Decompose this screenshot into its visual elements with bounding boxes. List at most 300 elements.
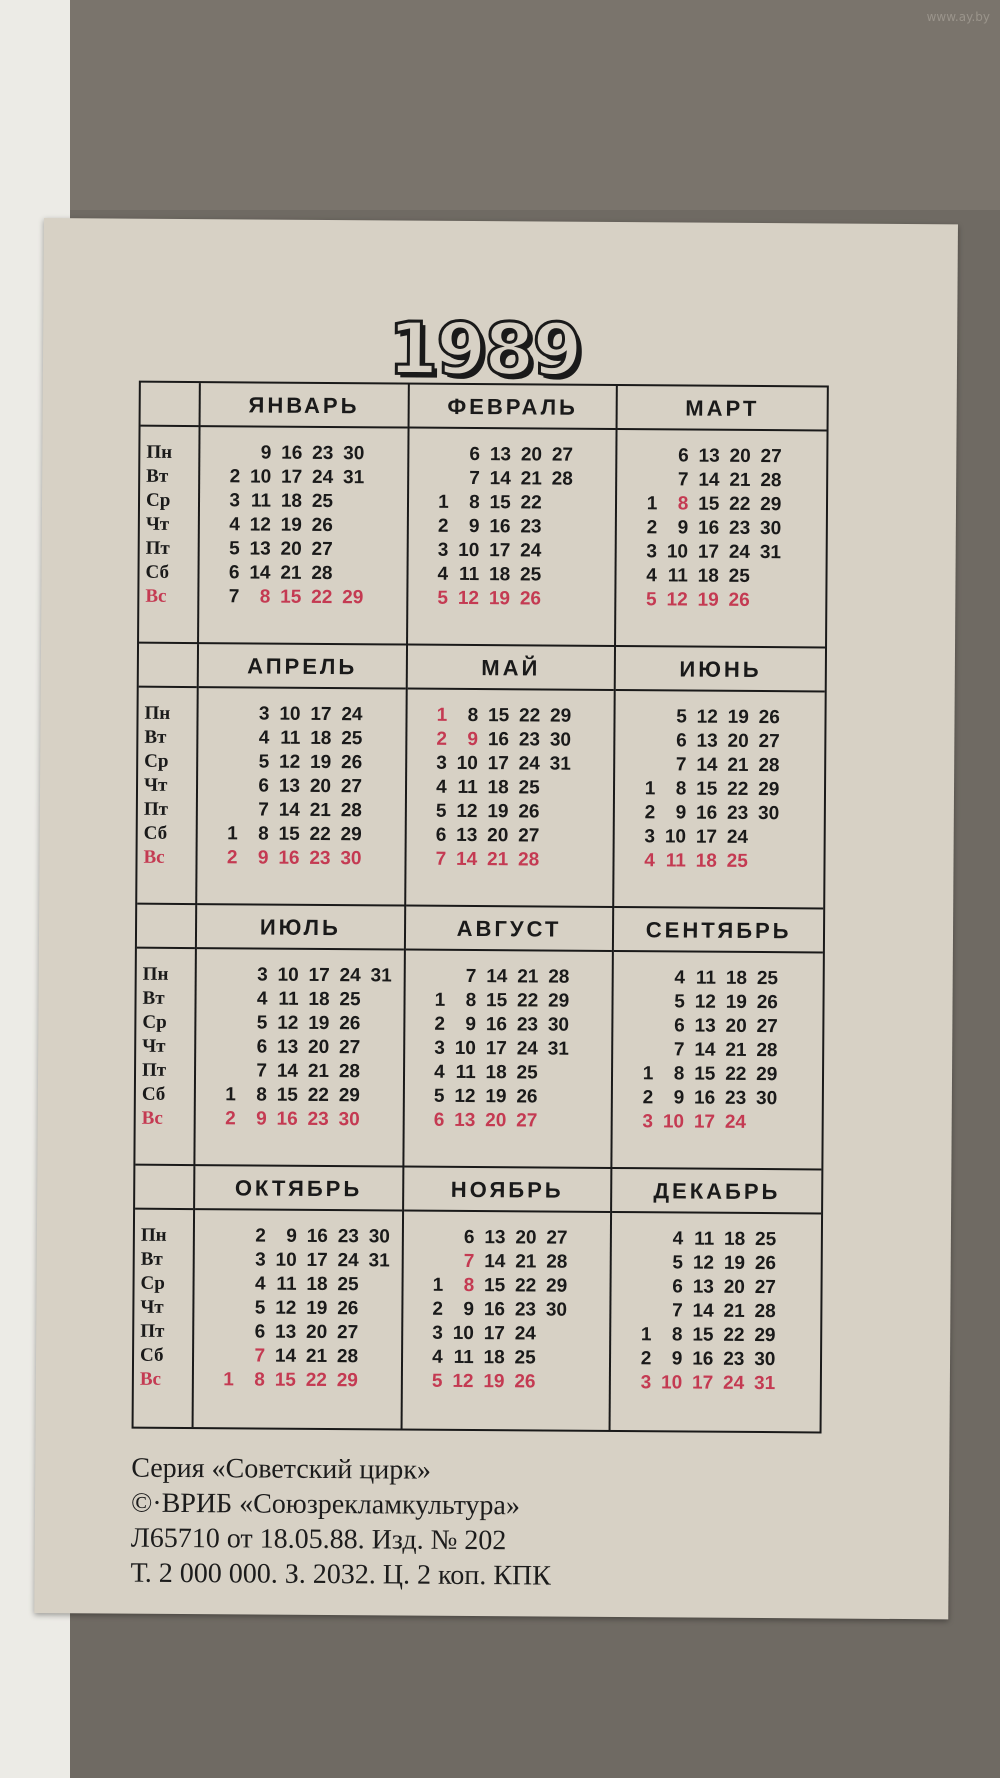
weekday-row	[207, 1224, 402, 1249]
day-number: 3	[258, 703, 270, 725]
empty-day	[543, 776, 571, 800]
day-number: 21	[727, 754, 749, 776]
day-number: 22	[311, 586, 333, 609]
day-number: 31	[759, 542, 782, 564]
day-number: 13	[278, 775, 301, 797]
watermark: www.ay.by	[926, 10, 990, 24]
empty-day	[363, 1084, 391, 1108]
month-block	[402, 1168, 612, 1430]
month-block	[611, 1169, 821, 1431]
weekday-label: Сб	[145, 561, 170, 583]
day-number: 8	[671, 1324, 683, 1346]
weekday-label: Вс	[139, 1368, 162, 1390]
day-number: 22	[520, 492, 542, 514]
day-number: 19	[487, 801, 509, 823]
weekday-label: Ср	[144, 750, 169, 772]
day-number: 26	[337, 1298, 359, 1320]
day-number: 11	[459, 563, 480, 586]
day-number: 27	[546, 1227, 568, 1249]
day-number: 25	[337, 1274, 359, 1296]
day-number: 8	[256, 1084, 267, 1106]
day-number: 9	[463, 1298, 475, 1321]
empty-day	[361, 1297, 389, 1321]
day-number: 8	[469, 491, 480, 514]
day-number: 21	[515, 1251, 537, 1273]
weekday-row	[624, 1227, 821, 1252]
empty-day	[363, 1060, 391, 1084]
day-number: 24	[311, 466, 334, 489]
day-number: 10	[662, 1111, 685, 1133]
day-number: 9	[465, 1013, 477, 1036]
day-number: 22	[514, 1275, 537, 1297]
weekday-row	[418, 824, 613, 849]
day-number: 19	[280, 514, 302, 536]
day-number: 29	[547, 990, 570, 1012]
empty-day	[628, 729, 656, 753]
weekday-row	[414, 1370, 609, 1395]
weekday-row	[625, 1038, 822, 1063]
day-number: 11	[695, 967, 717, 989]
weekday-row	[206, 1296, 401, 1321]
day-number: 25	[311, 490, 334, 513]
day-number: 23	[516, 1014, 539, 1036]
day-number: 2	[646, 517, 658, 539]
day-number: 4	[672, 1228, 684, 1250]
day-number: 31	[368, 1250, 390, 1272]
day-number: 2	[644, 802, 656, 824]
empty-day	[415, 1250, 443, 1274]
day-number: 17	[693, 1111, 716, 1133]
day-number: 30	[368, 1226, 390, 1248]
month-block	[616, 386, 826, 648]
day-number: 19	[483, 1371, 505, 1393]
weekday-row	[421, 491, 616, 516]
empty-day	[207, 1224, 235, 1248]
day-number: 18	[487, 777, 509, 799]
day-number: 12	[275, 1297, 297, 1319]
day-number: 5	[435, 800, 447, 822]
day-number: 4	[432, 1346, 443, 1368]
weekday-row	[629, 492, 826, 517]
day-number: 3	[432, 1322, 443, 1344]
empty-day	[542, 800, 570, 824]
weekday-row	[627, 753, 824, 778]
day-number: 25	[726, 850, 748, 872]
day-number: 10	[664, 826, 687, 848]
day-number: 17	[691, 1372, 714, 1394]
weekday-label: Пт	[143, 798, 169, 820]
day-number: 3	[229, 490, 241, 512]
day-number: 5	[258, 751, 270, 773]
day-number: 12	[666, 589, 688, 611]
day-number: 16	[489, 516, 511, 538]
day-number: 10	[279, 703, 301, 725]
day-number: 22	[729, 493, 751, 515]
day-number: 14	[276, 1060, 299, 1082]
day-number: 4	[434, 1061, 445, 1083]
weekday-label: Вт	[142, 987, 165, 1009]
day-number: 23	[724, 1087, 747, 1109]
day-number: 1	[640, 1324, 652, 1346]
weekday-row	[212, 441, 407, 466]
weekday-labels	[135, 905, 197, 1166]
day-number: 29	[338, 1085, 360, 1107]
day-number: 13	[692, 1276, 714, 1298]
day-number: 17	[483, 1323, 505, 1345]
day-number: 6	[228, 562, 240, 584]
weekday-row	[210, 702, 405, 727]
weekday-row	[630, 444, 827, 469]
weekday-row	[627, 825, 824, 850]
day-number: 24	[341, 704, 363, 726]
empty-day	[210, 774, 238, 798]
empty-day	[626, 990, 654, 1014]
month-name: МАЙ	[407, 646, 614, 691]
day-number: 1	[646, 493, 658, 515]
weekday-row	[206, 1344, 401, 1369]
day-number: 25	[341, 728, 363, 750]
empty-day	[207, 1248, 235, 1272]
day-number: 16	[281, 442, 303, 464]
day-number: 22	[309, 823, 331, 846]
month-name: ИЮЛЬ	[197, 905, 404, 950]
day-number: 16	[485, 1014, 508, 1036]
day-number: 14	[486, 966, 508, 988]
day-number: 25	[516, 1062, 538, 1084]
weekday-row	[418, 848, 613, 873]
day-number: 11	[457, 776, 478, 799]
day-number: 14	[278, 799, 300, 821]
day-number: 7	[256, 1060, 268, 1082]
day-number: 27	[311, 538, 333, 561]
weekday-label: Вс	[143, 846, 165, 868]
day-number: 15	[280, 586, 302, 608]
day-number: 23	[518, 729, 541, 751]
day-number: 26	[516, 1086, 538, 1108]
weekday-row	[418, 800, 613, 825]
day-number: 21	[280, 562, 302, 584]
empty-day	[210, 726, 238, 750]
header-blank	[139, 644, 197, 688]
day-number: 21	[723, 1300, 745, 1322]
day-number: 24	[514, 1323, 536, 1345]
weekday-row	[417, 965, 612, 990]
day-number: 30	[757, 802, 780, 825]
day-number: 29	[758, 779, 780, 801]
day-number: 19	[308, 1012, 330, 1035]
weekday-row	[420, 587, 615, 612]
day-number: 29	[549, 705, 572, 727]
weekday-row	[208, 1011, 403, 1036]
day-number: 13	[277, 1036, 299, 1058]
day-number: 20	[520, 444, 543, 466]
empty-day	[753, 565, 781, 589]
day-number: 27	[760, 446, 782, 468]
weekday-row	[210, 798, 405, 823]
day-number: 21	[309, 799, 331, 822]
day-number: 12	[457, 587, 480, 610]
empty-day	[208, 987, 236, 1011]
empty-day	[624, 1251, 652, 1275]
day-number: 16	[278, 847, 300, 869]
weekday-row	[417, 1037, 612, 1062]
day-number: 11	[694, 1228, 715, 1250]
weekday-row	[421, 443, 616, 468]
day-number: 24	[724, 1111, 747, 1133]
weekday-row	[210, 822, 405, 847]
day-number: 10	[452, 1322, 474, 1345]
day-number: 21	[725, 1039, 747, 1061]
weekday-row	[417, 989, 612, 1014]
day-number: 26	[514, 1371, 536, 1393]
empty-day	[544, 516, 572, 540]
weekday-label: Чт	[145, 513, 170, 535]
day-number: 2	[437, 515, 449, 537]
day-number: 27	[337, 1322, 359, 1344]
empty-day	[361, 1321, 389, 1345]
month-name: МАРТ	[618, 386, 827, 431]
day-number: 3	[437, 539, 449, 561]
day-number: 11	[453, 1346, 474, 1369]
empty-day	[540, 1085, 568, 1109]
weekday-row	[419, 728, 614, 753]
empty-day	[361, 1273, 389, 1297]
day-number: 28	[760, 470, 782, 492]
day-number: 7	[469, 467, 480, 490]
day-number: 29	[340, 824, 362, 846]
weekday-row	[211, 561, 406, 586]
day-number: 2	[434, 1013, 446, 1035]
imprint-series: Серия «Советский цирк»	[131, 1452, 432, 1486]
day-number: 10	[660, 1372, 683, 1394]
weekday-row	[628, 729, 825, 754]
day-number: 20	[309, 775, 332, 798]
day-number: 15	[698, 493, 720, 515]
weekday-row	[626, 1014, 823, 1039]
month-block	[199, 383, 409, 645]
day-number: 5	[256, 1012, 268, 1034]
day-number: 15	[696, 778, 718, 800]
weekday-label: Пт	[145, 537, 170, 559]
weekday-row	[627, 849, 824, 874]
weekday-row	[415, 1274, 610, 1299]
header-blank	[137, 905, 195, 949]
weekday-label: Пт	[141, 1059, 167, 1081]
day-number: 22	[723, 1324, 745, 1346]
empty-day	[208, 1011, 236, 1035]
day-number: 8	[677, 493, 689, 515]
weekday-row	[417, 1013, 612, 1038]
day-number: 20	[280, 538, 302, 560]
day-number: 7	[673, 1039, 685, 1061]
empty-day	[417, 965, 445, 989]
month-name: АВГУСТ	[406, 907, 613, 952]
day-number: 29	[756, 1063, 778, 1086]
day-number: 10	[277, 964, 299, 986]
day-number: 28	[546, 1251, 568, 1273]
empty-day	[210, 798, 238, 822]
day-number: 28	[340, 800, 362, 822]
month-block	[195, 905, 405, 1167]
day-number: 4	[674, 967, 686, 989]
day-number: 20	[515, 1227, 537, 1249]
day-number: 21	[520, 468, 542, 490]
day-number: 8	[673, 1063, 685, 1085]
day-number: 2	[255, 1225, 266, 1247]
day-number: 30	[340, 848, 362, 870]
weekday-row	[419, 752, 614, 777]
day-number: 9	[675, 802, 687, 824]
day-number: 28	[338, 1061, 361, 1083]
day-number: 16	[693, 1087, 716, 1109]
day-number: 19	[725, 991, 747, 1013]
day-number: 19	[723, 1252, 746, 1274]
empty-day	[206, 1320, 234, 1344]
weekday-label: Ср	[142, 1011, 167, 1033]
weekday-row	[416, 1085, 611, 1110]
weekday-label: Сб	[141, 1083, 166, 1105]
month-block	[408, 385, 618, 647]
day-number: 23	[728, 517, 751, 539]
day-number: 5	[229, 538, 240, 560]
month-name: ОКТЯБРЬ	[195, 1166, 402, 1211]
empty-day	[336, 538, 364, 562]
day-number: 20	[729, 445, 751, 467]
weekday-row	[629, 588, 826, 613]
day-number: 22	[727, 778, 749, 800]
empty-day	[336, 490, 364, 514]
weekday-row	[208, 1107, 403, 1132]
day-number: 27	[758, 731, 780, 753]
weekday-row	[206, 1272, 401, 1297]
day-number: 24	[339, 965, 361, 987]
weekday-row	[415, 1346, 610, 1371]
day-number: 18	[697, 565, 719, 587]
background-top	[70, 0, 1000, 210]
day-number: 25	[728, 565, 750, 587]
weekday-row	[209, 846, 404, 871]
day-number: 9	[468, 515, 480, 538]
empty-day	[624, 1299, 652, 1323]
day-number: 9	[286, 1225, 297, 1247]
day-number: 13	[249, 538, 271, 560]
weekday-label: Сб	[143, 822, 168, 844]
empty-day	[539, 1322, 567, 1346]
day-number: 11	[280, 727, 301, 749]
day-number: 6	[435, 824, 447, 846]
day-number: 6	[463, 1226, 475, 1249]
weekday-row	[420, 515, 615, 540]
day-number: 17	[280, 466, 303, 488]
day-number: 30	[549, 729, 572, 751]
day-number: 20	[727, 730, 749, 752]
day-number: 23	[520, 516, 542, 538]
day-number: 20	[725, 1015, 747, 1037]
day-number: 3	[646, 541, 658, 563]
empty-day	[210, 750, 238, 774]
day-number: 9	[256, 1108, 267, 1130]
weekday-row	[208, 1035, 403, 1060]
day-number: 9	[260, 442, 272, 464]
day-number: 28	[756, 1039, 778, 1062]
weekday-row	[207, 1248, 402, 1273]
weekday-row	[629, 540, 826, 565]
day-number: 4	[256, 988, 268, 1010]
day-number: 13	[484, 1227, 506, 1249]
day-number: 17	[697, 541, 720, 563]
day-number: 13	[489, 444, 512, 466]
empty-day	[421, 443, 449, 467]
day-number: 5	[676, 706, 687, 728]
day-number: 1	[227, 823, 238, 845]
empty-day	[753, 589, 781, 613]
weekday-row	[210, 750, 405, 775]
day-number: 6	[258, 775, 270, 797]
day-number: 4	[437, 563, 449, 585]
empty-day	[542, 848, 570, 872]
day-number: 1	[432, 1274, 444, 1296]
day-number: 4	[436, 776, 447, 798]
day-number: 29	[545, 1275, 568, 1297]
day-number: 24	[518, 753, 540, 775]
day-number: 27	[551, 444, 574, 466]
empty-day	[629, 468, 657, 492]
weekday-row	[626, 966, 823, 991]
day-number: 10	[458, 539, 480, 562]
day-number: 10	[454, 1037, 476, 1060]
empty-day	[751, 826, 779, 850]
day-number: 24	[728, 541, 751, 563]
day-number: 30	[338, 1109, 360, 1131]
empty-day	[206, 1344, 234, 1368]
empty-day	[361, 1345, 389, 1369]
weekday-label: Вс	[141, 1107, 163, 1129]
day-number: 23	[337, 1226, 359, 1248]
day-number: 7	[254, 1345, 266, 1367]
weekday-label: Вс	[145, 585, 167, 607]
day-number: 7	[672, 1300, 683, 1322]
weekday-labels	[137, 644, 199, 905]
day-number: 18	[280, 490, 303, 512]
weekday-row	[625, 1110, 822, 1135]
empty-day	[363, 1012, 391, 1036]
day-number: 3	[640, 1372, 652, 1394]
day-number: 15	[483, 1275, 506, 1297]
weekday-row	[623, 1371, 820, 1396]
month-name: АПРЕЛЬ	[199, 644, 406, 689]
weekday-row	[212, 513, 407, 538]
day-number: 9	[467, 728, 479, 751]
day-number: 11	[276, 1273, 297, 1295]
day-number: 3	[255, 1249, 266, 1271]
day-number: 25	[755, 1228, 777, 1251]
weekday-row	[624, 1275, 821, 1300]
weekday-row	[624, 1299, 821, 1324]
day-number: 16	[276, 1108, 298, 1130]
day-number: 30	[343, 443, 365, 465]
empty-day	[363, 1036, 391, 1060]
day-number: 28	[517, 849, 540, 871]
empty-day	[538, 1370, 566, 1394]
day-number: 15	[274, 1369, 296, 1391]
day-number: 4	[644, 850, 655, 872]
day-number: 27	[518, 825, 540, 847]
weekday-row	[625, 1062, 822, 1087]
day-number: 2	[640, 1348, 652, 1370]
day-number: 14	[698, 469, 720, 491]
day-number: 27	[756, 1015, 778, 1038]
day-number: 16	[695, 802, 718, 824]
